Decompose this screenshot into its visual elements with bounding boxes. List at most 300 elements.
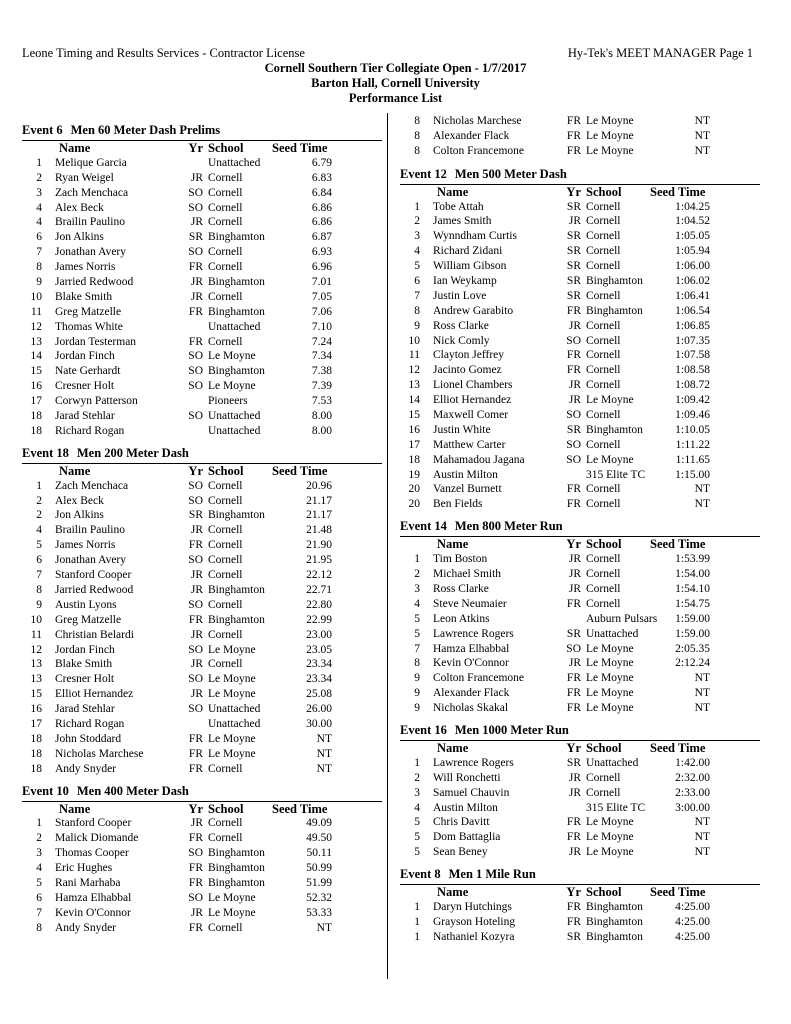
- seed-time-cell: NT: [694, 129, 710, 142]
- athlete-name-cell: Nicholas Marchese: [55, 747, 144, 760]
- place-cell: 7: [414, 642, 420, 655]
- seed-time-cell: 6.83: [311, 171, 332, 184]
- school-cell: Cornell: [208, 628, 243, 641]
- school-cell: Unattached: [208, 717, 261, 730]
- school-cell: Pioneers: [208, 395, 248, 408]
- athlete-name-cell: Jarried Redwood: [55, 276, 134, 289]
- athlete-name-cell: Jordan Finch: [55, 643, 115, 656]
- table-header: [22, 140, 382, 156]
- place-cell: 1: [36, 479, 42, 492]
- seed-time-cell: 50.11: [306, 847, 332, 860]
- year-cell: SO: [566, 453, 581, 466]
- year-cell: SO: [188, 410, 203, 423]
- school-cell: Binghamton: [208, 583, 265, 596]
- table-row: [400, 552, 760, 567]
- seed-time-cell: NT: [316, 732, 332, 745]
- place-cell: 7: [36, 906, 42, 919]
- athlete-name-cell: Elliot Hernandez: [433, 394, 512, 407]
- school-cell: Cornell: [208, 762, 243, 775]
- header-left: Leone Timing and Results Services - Contractor License: [22, 46, 305, 60]
- year-cell: JR: [568, 394, 581, 407]
- year-cell: JR: [190, 817, 203, 830]
- column-header-seed-time: Seed Time: [272, 463, 328, 478]
- seed-time-cell: 8.00: [311, 424, 332, 437]
- place-cell: 12: [30, 320, 42, 333]
- school-cell: Le Moyne: [586, 129, 634, 142]
- column-header-seed-time: Seed Time: [650, 537, 706, 552]
- place-cell: 8: [36, 261, 42, 274]
- seed-time-cell: 1:15.00: [675, 468, 710, 481]
- seed-time-cell: 7.34: [311, 350, 332, 363]
- year-cell: FR: [566, 597, 581, 610]
- table-row: [22, 409, 382, 424]
- place-cell: 4: [414, 801, 420, 814]
- athlete-name-cell: Kevin O'Connor: [433, 657, 509, 670]
- table-row: [400, 363, 760, 378]
- athlete-name-cell: Stanford Cooper: [55, 569, 132, 582]
- school-cell: Binghamton: [586, 900, 643, 913]
- year-cell: FR: [188, 747, 203, 760]
- seed-time-cell: NT: [694, 483, 710, 496]
- table-row: [400, 423, 760, 438]
- column-header-school: School: [586, 885, 622, 900]
- event-number: Event 16: [400, 722, 447, 737]
- school-cell: Cornell: [208, 216, 243, 229]
- school-cell: Cornell: [586, 200, 621, 213]
- place-cell: 9: [36, 598, 42, 611]
- athlete-name-cell: Lawrence Rogers: [433, 627, 514, 640]
- event-section: [400, 723, 760, 860]
- athlete-name-cell: Nathaniel Kozyra: [433, 930, 515, 943]
- seed-time-cell: 1:09.42: [675, 394, 710, 407]
- seed-time-cell: 1:11.65: [675, 453, 710, 466]
- athlete-name-cell: Greg Matzelle: [55, 305, 122, 318]
- place-cell: 2: [414, 771, 420, 784]
- school-cell: Le Moyne: [586, 642, 634, 655]
- school-cell: Cornell: [208, 201, 243, 214]
- athlete-name-cell: Michael Smith: [433, 568, 502, 581]
- school-cell: Unattached: [586, 627, 639, 640]
- column-header-year: Yr: [566, 740, 581, 755]
- place-cell: 1: [36, 817, 42, 830]
- place-cell: 2: [36, 171, 42, 184]
- seed-time-cell: 49.50: [306, 832, 332, 845]
- year-cell: FR: [188, 613, 203, 626]
- event-section: [22, 446, 382, 777]
- place-cell: 7: [414, 289, 420, 302]
- table-header: [400, 184, 760, 200]
- seed-time-cell: 1:06.02: [675, 275, 710, 288]
- athlete-name-cell: Jarad Stehlar: [55, 410, 115, 423]
- year-cell: SO: [188, 673, 203, 686]
- school-cell: Binghamton: [586, 275, 643, 288]
- table-row: [22, 394, 382, 409]
- athlete-name-cell: Corwyn Patterson: [55, 395, 138, 408]
- school-cell: Cornell: [586, 260, 621, 273]
- place-cell: 2: [36, 832, 42, 845]
- place-cell: 5: [414, 846, 420, 859]
- table-row: [400, 701, 760, 716]
- athlete-name-cell: Alexander Flack: [433, 129, 510, 142]
- table-row: [22, 275, 382, 290]
- place-cell: 3: [414, 230, 420, 243]
- table-row: [400, 348, 760, 363]
- athlete-name-cell: Cresner Holt: [55, 380, 115, 393]
- year-cell: SR: [566, 627, 581, 640]
- place-cell: 8: [414, 129, 420, 142]
- athlete-name-cell: Nicholas Skakal: [433, 702, 509, 715]
- seed-time-cell: 1:59.00: [675, 627, 710, 640]
- athlete-name-cell: Austin Milton: [433, 801, 498, 814]
- seed-time-cell: 4:25.00: [675, 915, 710, 928]
- athlete-name-cell: Elliot Hernandez: [55, 688, 134, 701]
- table-header: [22, 463, 382, 479]
- year-cell: JR: [190, 628, 203, 641]
- event-number: Event 18: [22, 445, 69, 460]
- column-header-seed-time: Seed Time: [650, 885, 706, 900]
- place-cell: 4: [36, 216, 42, 229]
- left-column: [22, 123, 382, 943]
- table-header: [400, 740, 760, 756]
- seed-time-cell: NT: [316, 921, 332, 934]
- column-header-year: Yr: [566, 537, 581, 552]
- table-row: [400, 259, 760, 274]
- table-row: [22, 613, 382, 628]
- place-cell: 18: [30, 762, 42, 775]
- column-divider: [387, 113, 388, 979]
- athlete-name-cell: Lionel Chambers: [433, 379, 513, 392]
- place-cell: 17: [408, 438, 420, 451]
- column-header-school: School: [586, 740, 622, 755]
- place-cell: 18: [30, 747, 42, 760]
- place-cell: 20: [408, 498, 420, 511]
- column-header-school: School: [586, 537, 622, 552]
- school-cell: Le Moyne: [208, 747, 256, 760]
- event-title: [22, 123, 382, 138]
- place-cell: 1: [414, 900, 420, 913]
- table-row: [22, 643, 382, 658]
- athlete-name-cell: Jacinto Gomez: [433, 364, 502, 377]
- school-cell: Le Moyne: [586, 687, 634, 700]
- athlete-name-cell: Hamza Elhabbal: [55, 891, 132, 904]
- school-cell: Cornell: [208, 921, 243, 934]
- seed-time-cell: 21.17: [306, 494, 332, 507]
- athlete-name-cell: Jordan Finch: [55, 350, 115, 363]
- school-cell: Le Moyne: [586, 453, 634, 466]
- place-cell: 11: [408, 349, 420, 362]
- table-row: [400, 144, 760, 159]
- seed-time-cell: 20.96: [306, 479, 332, 492]
- table-row: [22, 479, 382, 494]
- year-cell: JR: [568, 553, 581, 566]
- table-row: [22, 672, 382, 687]
- year-cell: JR: [568, 568, 581, 581]
- year-cell: SO: [188, 350, 203, 363]
- table-row: [22, 906, 382, 921]
- table-row: [400, 756, 760, 771]
- place-cell: 16: [408, 423, 420, 436]
- year-cell: SO: [188, 891, 203, 904]
- school-cell: Unattached: [208, 320, 261, 333]
- seed-time-cell: 7.06: [311, 305, 332, 318]
- school-cell: Cornell: [586, 498, 621, 511]
- seed-time-cell: 7.38: [311, 365, 332, 378]
- seed-time-cell: 6.86: [311, 216, 332, 229]
- school-cell: Le Moyne: [586, 816, 634, 829]
- seed-time-cell: 49.09: [306, 817, 332, 830]
- year-cell: FR: [566, 483, 581, 496]
- school-cell: Binghamton: [208, 876, 265, 889]
- year-cell: FR: [566, 364, 581, 377]
- seed-time-cell: 2:33.00: [675, 786, 710, 799]
- table-row: [22, 305, 382, 320]
- table-row: [22, 186, 382, 201]
- athlete-name-cell: Samuel Chauvin: [433, 786, 510, 799]
- column-header-school: School: [208, 801, 244, 816]
- athlete-name-cell: Thomas Cooper: [55, 847, 129, 860]
- table-row: [22, 717, 382, 732]
- table-row: [22, 687, 382, 702]
- column-header-name: Name: [437, 740, 469, 755]
- year-cell: SR: [566, 930, 581, 943]
- athlete-name-cell: William Gibson: [433, 260, 507, 273]
- seed-time-cell: 6.96: [311, 261, 332, 274]
- table-row: [400, 229, 760, 244]
- place-cell: 10: [30, 613, 42, 626]
- column-header-name: Name: [437, 184, 469, 199]
- school-cell: Cornell: [586, 553, 621, 566]
- seed-time-cell: 7.10: [311, 320, 332, 333]
- table-row: [400, 656, 760, 671]
- column-header-name: Name: [59, 463, 91, 478]
- table-row: [22, 424, 382, 439]
- athlete-name-cell: Nick Comly: [433, 334, 490, 347]
- school-cell: Auburn Pulsars: [586, 612, 658, 625]
- year-cell: JR: [190, 524, 203, 537]
- table-row: [400, 244, 760, 259]
- table-row: [22, 260, 382, 275]
- year-cell: FR: [188, 762, 203, 775]
- table-row: [400, 497, 760, 512]
- athlete-name-cell: Vanzel Burnett: [433, 483, 502, 496]
- event-name: Men 1 Mile Run: [448, 867, 536, 882]
- column-header-name: Name: [437, 537, 469, 552]
- place-cell: 5: [36, 539, 42, 552]
- seed-time-cell: 21.17: [306, 509, 332, 522]
- place-cell: 2: [36, 509, 42, 522]
- table-row: [400, 771, 760, 786]
- athlete-name-cell: Austin Lyons: [55, 598, 117, 611]
- school-cell: Binghamton: [208, 276, 265, 289]
- year-cell: JR: [568, 379, 581, 392]
- event-name: Men 1000 Meter Run: [454, 722, 569, 737]
- table-row: [22, 891, 382, 906]
- school-cell: Cornell: [208, 171, 243, 184]
- place-cell: 4: [414, 245, 420, 258]
- column-header-school: School: [208, 141, 244, 155]
- athlete-name-cell: Leon Atkins: [433, 612, 490, 625]
- school-cell: Cornell: [208, 479, 243, 492]
- year-cell: SO: [188, 365, 203, 378]
- place-cell: 10: [408, 334, 420, 347]
- athlete-name-cell: Ryan Weigel: [55, 171, 114, 184]
- year-cell: FR: [566, 915, 581, 928]
- continued-rows: [400, 114, 760, 159]
- place-cell: 3: [414, 582, 420, 595]
- school-cell: Unattached: [208, 410, 261, 423]
- document-title: Performance List: [348, 91, 443, 105]
- school-cell: Cornell: [208, 494, 243, 507]
- place-cell: 2: [414, 568, 420, 581]
- place-cell: 1: [414, 553, 420, 566]
- place-cell: 13: [408, 379, 420, 392]
- place-cell: 6: [36, 231, 42, 244]
- table-header: [400, 536, 760, 552]
- seed-time-cell: 1:59.00: [675, 612, 710, 625]
- seed-time-cell: 1:10.05: [675, 423, 710, 436]
- school-cell: Cornell: [586, 245, 621, 258]
- athlete-name-cell: Andrew Garabito: [433, 304, 514, 317]
- seed-time-cell: 7.53: [311, 395, 332, 408]
- place-cell: 19: [408, 468, 420, 481]
- seed-time-cell: 7.39: [311, 380, 332, 393]
- table-row: [400, 830, 760, 845]
- place-cell: 4: [36, 524, 42, 537]
- year-cell: JR: [568, 215, 581, 228]
- athlete-name-cell: John Stoddard: [55, 732, 122, 745]
- table-row: [22, 523, 382, 538]
- seed-time-cell: 3:00.00: [675, 801, 710, 814]
- event-title: [22, 784, 382, 799]
- column-header-name: Name: [59, 141, 91, 155]
- year-cell: SR: [566, 756, 581, 769]
- event-name: Men 400 Meter Dash: [76, 783, 189, 798]
- athlete-name-cell: Justin Love: [433, 289, 487, 302]
- athlete-name-cell: Alex Beck: [55, 201, 104, 214]
- place-cell: 5: [414, 612, 420, 625]
- school-cell: Le Moyne: [208, 688, 256, 701]
- table-row: [22, 628, 382, 643]
- seed-time-cell: 22.71: [306, 583, 332, 596]
- year-cell: FR: [188, 335, 203, 348]
- table-row: [400, 900, 760, 915]
- seed-time-cell: 1:54.00: [675, 568, 710, 581]
- table-row: [22, 349, 382, 364]
- table-row: [400, 468, 760, 483]
- seed-time-cell: 52.32: [306, 891, 332, 904]
- place-cell: 9: [36, 276, 42, 289]
- seed-time-cell: NT: [694, 498, 710, 511]
- school-cell: Cornell: [586, 582, 621, 595]
- year-cell: SR: [566, 200, 581, 213]
- place-cell: 7: [36, 569, 42, 582]
- table-row: [22, 816, 382, 831]
- school-cell: 315 Elite TC: [586, 801, 646, 814]
- athlete-name-cell: Jarried Redwood: [55, 583, 134, 596]
- seed-time-cell: 1:11.22: [675, 438, 710, 451]
- meet-title: Cornell Southern Tier Collegiate Open - 1/7/2017: [264, 61, 527, 75]
- school-cell: Le Moyne: [208, 350, 256, 363]
- seed-time-cell: 21.95: [306, 554, 332, 567]
- school-cell: Binghamton: [208, 365, 265, 378]
- place-cell: 17: [30, 395, 42, 408]
- seed-time-cell: 1:07.35: [675, 334, 710, 347]
- school-cell: Cornell: [208, 554, 243, 567]
- table-row: [400, 378, 760, 393]
- seed-time-cell: 2:12.24: [675, 657, 710, 670]
- place-cell: 9: [414, 672, 420, 685]
- school-cell: Le Moyne: [586, 394, 634, 407]
- place-cell: 16: [30, 703, 42, 716]
- place-cell: 1: [414, 915, 420, 928]
- year-cell: SR: [566, 260, 581, 273]
- table-row: [22, 335, 382, 350]
- place-cell: 8: [414, 657, 420, 670]
- place-cell: 9: [414, 687, 420, 700]
- year-cell: FR: [566, 144, 581, 157]
- athlete-name-cell: Zach Menchaca: [55, 186, 129, 199]
- event-title: [400, 723, 760, 738]
- year-cell: SR: [566, 289, 581, 302]
- table-row: [400, 627, 760, 642]
- table-row: [22, 747, 382, 762]
- place-cell: 3: [36, 847, 42, 860]
- year-cell: JR: [190, 569, 203, 582]
- athlete-name-cell: Sean Beney: [433, 846, 488, 859]
- year-cell: JR: [568, 846, 581, 859]
- year-cell: FR: [566, 129, 581, 142]
- school-cell: Le Moyne: [586, 702, 634, 715]
- year-cell: JR: [568, 786, 581, 799]
- table-header: [22, 801, 382, 817]
- year-cell: SR: [188, 231, 203, 244]
- school-cell: Binghamton: [586, 930, 643, 943]
- event-section: [22, 123, 382, 439]
- place-cell: 1: [414, 930, 420, 943]
- school-cell: Cornell: [208, 817, 243, 830]
- year-cell: SO: [188, 186, 203, 199]
- athlete-name-cell: Blake Smith: [55, 290, 113, 303]
- athlete-name-cell: Nicholas Marchese: [433, 115, 522, 127]
- year-cell: FR: [566, 816, 581, 829]
- seed-time-cell: 4:25.00: [675, 900, 710, 913]
- year-cell: FR: [566, 304, 581, 317]
- table-row: [400, 482, 760, 497]
- year-cell: FR: [188, 832, 203, 845]
- year-cell: FR: [566, 702, 581, 715]
- column-header-school: School: [208, 463, 244, 478]
- event-title: [400, 867, 760, 882]
- table-row: [400, 612, 760, 627]
- place-cell: 15: [408, 409, 420, 422]
- athlete-name-cell: Wynndham Curtis: [433, 230, 517, 243]
- school-cell: Cornell: [586, 349, 621, 362]
- year-cell: SR: [566, 275, 581, 288]
- year-cell: SR: [566, 245, 581, 258]
- athlete-name-cell: Tobe Attah: [433, 200, 484, 213]
- school-cell: Cornell: [586, 230, 621, 243]
- athlete-name-cell: Thomas White: [55, 320, 123, 333]
- column-header-year: Yr: [188, 141, 203, 155]
- school-cell: Cornell: [208, 335, 243, 348]
- table-row: [22, 553, 382, 568]
- table-row: [400, 915, 760, 930]
- table-row: [22, 861, 382, 876]
- school-cell: Cornell: [208, 832, 243, 845]
- school-cell: 315 Elite TC: [586, 468, 646, 481]
- seed-time-cell: NT: [694, 702, 710, 715]
- place-cell: 14: [408, 394, 420, 407]
